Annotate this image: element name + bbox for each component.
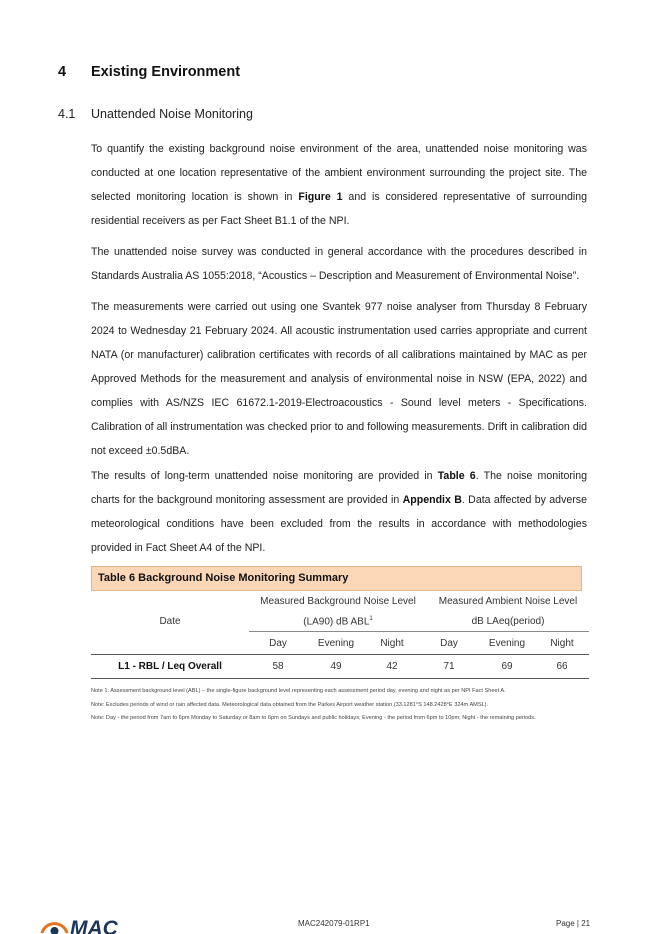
paragraph-survey-standard: The unattended noise survey was conducted in general accordance with the procedures described in Standards Australia AS 1055:2018, “Acoustics – Description and Measurement of Environmental Noise”. [91,246,587,282]
background-level-unit-text: (LA90) dB ABL [303,616,370,628]
note-2: Note: Excludes periods of wind or rain affected data. Meteorological data obtained from the Parkes Airport weather station (33.1281°S 148.2428°E 324m AMSL). [91,701,489,708]
subsection-title: Unattended Noise Monitoring [91,107,253,121]
subsection-number: 4.1 [58,107,76,121]
paragraph-text: The results of long-term unattended noise monitoring are provided in [91,470,438,482]
mac-logo-icon [40,912,135,934]
table-row-label: L1 - RBL / Leq Overall [118,661,222,672]
document-id: MAC242079-01RP1 [298,919,370,928]
period-header: Day [269,638,287,649]
table-notes [91,685,591,726]
table-bottom-rule [91,678,589,679]
table-cell: 42 [386,661,398,672]
header-rule [91,654,589,655]
logo-text: MAC [70,917,118,934]
note-3: Note: Day - the period from 7am to 6pm Monday to Saturday or 8am to 6pm on Sundays and public holidays; Evening - the period from 6pm to 10pm; Night - the remaining periods. [91,715,536,721]
table-cell: 71 [443,661,455,672]
figure-1-link[interactable]: Figure 1 [298,191,343,203]
ambient-level-unit: dB LAeq(period) [471,616,545,627]
footnote-ref: 1 [369,616,373,622]
period-header: Day [440,638,458,649]
section-title: Existing Environment [91,64,241,80]
table-6-link[interactable]: Table 6 [437,470,476,482]
paragraph-measurements: The measurements were carried out using one Svantek 977 noise analyser from Thursday 8 February 2024 to Wednesday 21 February 2024. All acoustic instrumentation used carries appropriate and current NATA (or manufacturer) calibration certificates with records of all calibrations maintained by MAC as per Approved Methods for the measurement and analysis of environmental noise in NSW (EPA, 2022) and complies with AS/NZS IEC 61672.1-2019-Electroacoustics - Sound level meters - Specifications. Calibration of all instrumentation was checked prior to and following measurements. Drift in calibration did not exceed ±0.5dBA. [91,301,587,457]
background-level-unit [249,616,427,627]
table-cell: 58 [272,661,284,672]
period-header: Evening [488,638,526,649]
section-number: 4 [58,64,67,80]
period-header: Night [380,638,404,649]
section-heading [58,64,240,80]
paragraph-text: and is considered representative of surrounding residential receivers as per Fact Sheet B1.1 of the NPI. [91,191,587,227]
table-cell: 69 [501,661,513,672]
date-header: Date [159,616,181,627]
ambient-level-header: Measured Ambient Noise Level [438,596,578,607]
table-cell: 66 [556,661,568,672]
note-1: Note 1: Assessment background level (ABL) – the single-figure background level representing each assessment period day, evening and night as per NPI Fact Sheet A. [91,688,506,694]
appendix-b-link[interactable]: Appendix B [402,494,462,506]
paragraph-monitoring-location [91,137,587,233]
paragraph-text: . The noise monitoring charts for the background monitoring assessment are provided in [91,470,588,506]
table-title: Table 6 Background Noise Monitoring Summary [91,566,582,591]
background-level-header: Measured Background Noise Level [260,596,416,607]
page-number: Page | 21 [556,919,591,928]
paragraph-text: . Data affected by adverse meteorological conditions have been excluded from the results in accordance with methodologies provided in Fact Sheet A4 of the NPI. [91,494,587,554]
table-cell: 49 [330,661,342,672]
paragraph-results [91,464,587,560]
subsection-heading [58,107,253,121]
period-header: Night [550,638,574,649]
period-header: Evening [317,638,355,649]
paragraph-text: To quantify the existing background noise environment of the area, unattended noise monitoring was conducted at one location representative of the ambient environment surrounding the project site. The selected monitoring location is shown in [91,143,587,203]
header-divider [249,631,589,632]
